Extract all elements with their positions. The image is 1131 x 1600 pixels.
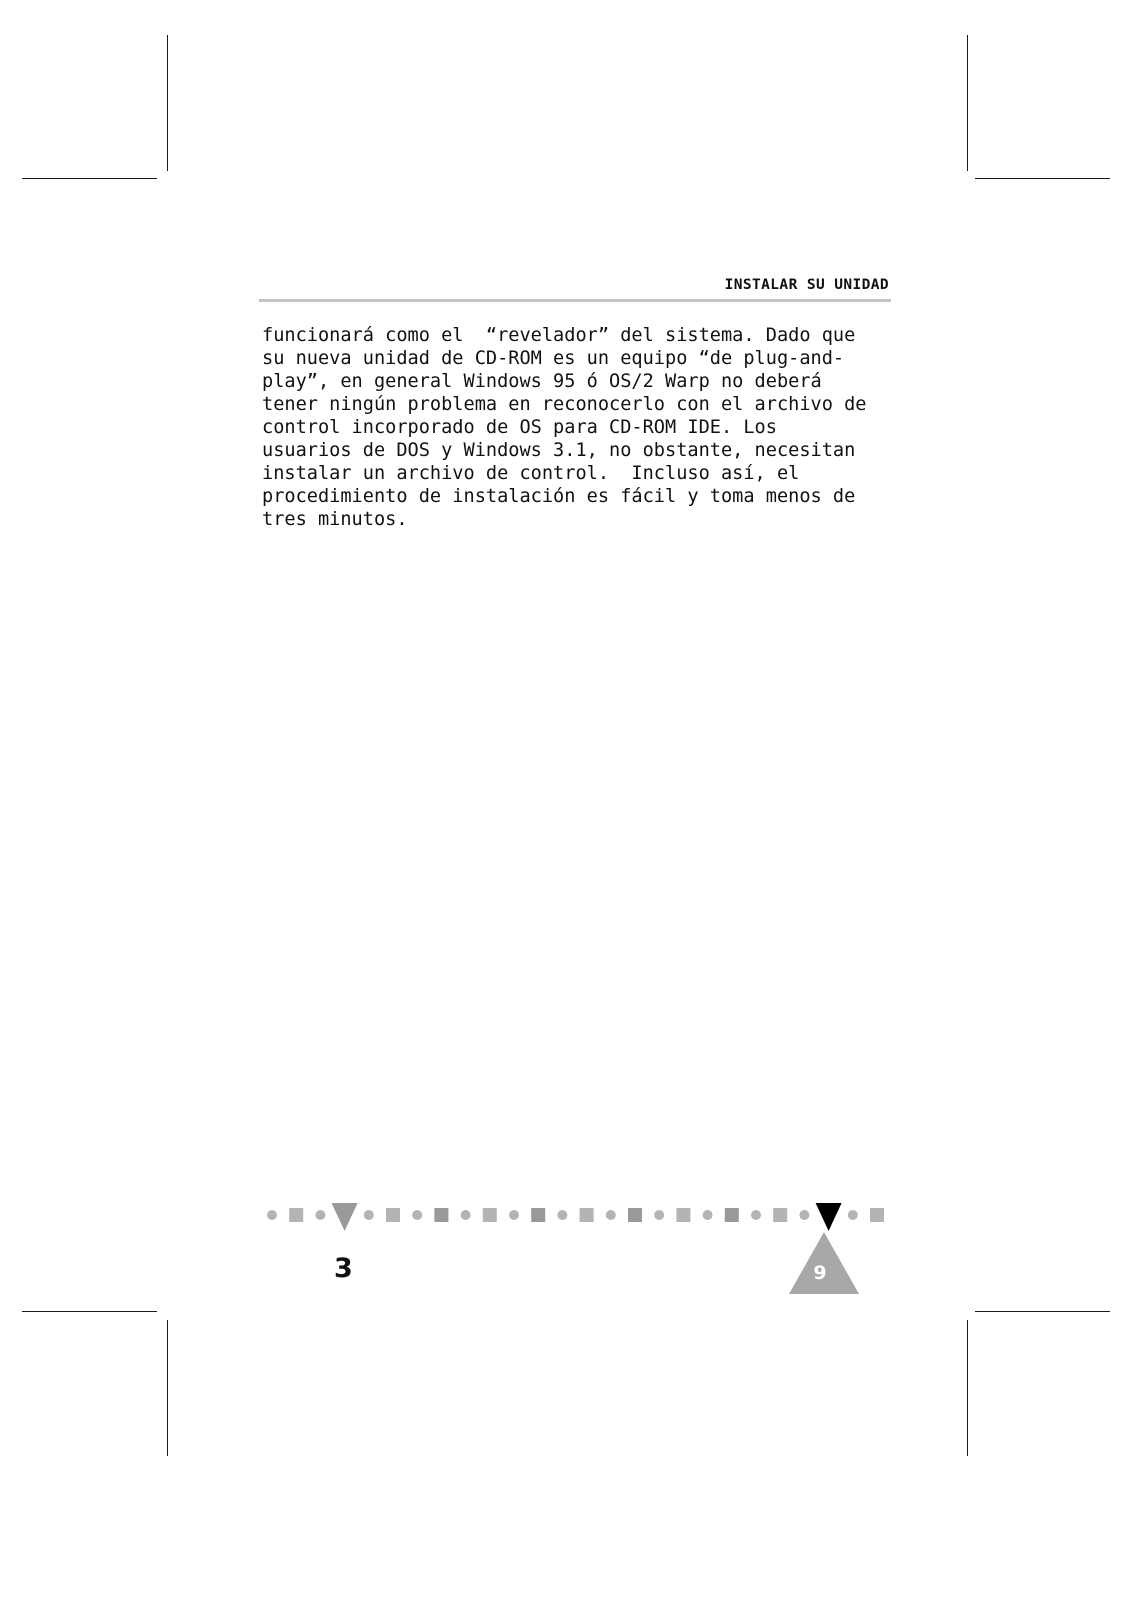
page-number: 9 xyxy=(813,1262,827,1284)
ornament-dot xyxy=(751,1210,761,1220)
body-line: play”, en general Windows 95 ó OS/2 Warp no deberá xyxy=(262,371,822,392)
ornament-dot xyxy=(315,1210,325,1220)
ornament-dot xyxy=(654,1210,664,1220)
body-line: tres minutos. xyxy=(262,509,408,530)
ornament-marker-gray-triangle xyxy=(332,1203,358,1231)
body-line: tener ningún problema en reconocerlo con el archivo de xyxy=(262,394,867,415)
ornament-dot xyxy=(509,1210,519,1220)
ornament-square xyxy=(580,1208,594,1222)
ornament-dot xyxy=(461,1210,471,1220)
ornament-dot xyxy=(267,1210,277,1220)
ornament-square xyxy=(483,1208,497,1222)
ornament-dot xyxy=(606,1210,616,1220)
ornament-square xyxy=(725,1208,739,1222)
chapter-number: 3 xyxy=(334,1253,353,1284)
body-line: control incorporado de OS para CD-ROM IDE. Los xyxy=(262,417,777,438)
ornament-dot xyxy=(412,1210,422,1220)
body-line: funcionará como el “revelador” del sistema. Dado que xyxy=(262,325,856,346)
running-head: INSTALAR SU UNIDAD xyxy=(724,277,889,293)
ornament-square xyxy=(386,1208,400,1222)
ornament-square xyxy=(628,1208,642,1222)
ornament-square xyxy=(434,1208,448,1222)
body-line: usuarios de DOS y Windows 3.1, no obstante, necesitan xyxy=(262,440,856,461)
body-line: procedimiento de instalación es fácil y toma menos de xyxy=(262,486,856,507)
ornament-square xyxy=(773,1208,787,1222)
ornament-dot xyxy=(557,1210,567,1220)
ornament-square xyxy=(531,1208,545,1222)
body-line: su nueva unidad de CD-ROM es un equipo “de plug-and- xyxy=(262,348,845,369)
ornament-square xyxy=(289,1208,303,1222)
body-line: instalar un archivo de control. Incluso así, el xyxy=(262,463,800,484)
ornament-dot xyxy=(848,1210,858,1220)
ornament-dot xyxy=(364,1210,374,1220)
ornament-square xyxy=(676,1208,690,1222)
ornament-square xyxy=(870,1208,884,1222)
ornament-dot xyxy=(703,1210,713,1220)
ornament-marker-black-triangle xyxy=(816,1203,842,1231)
ornament-dot xyxy=(799,1210,809,1220)
